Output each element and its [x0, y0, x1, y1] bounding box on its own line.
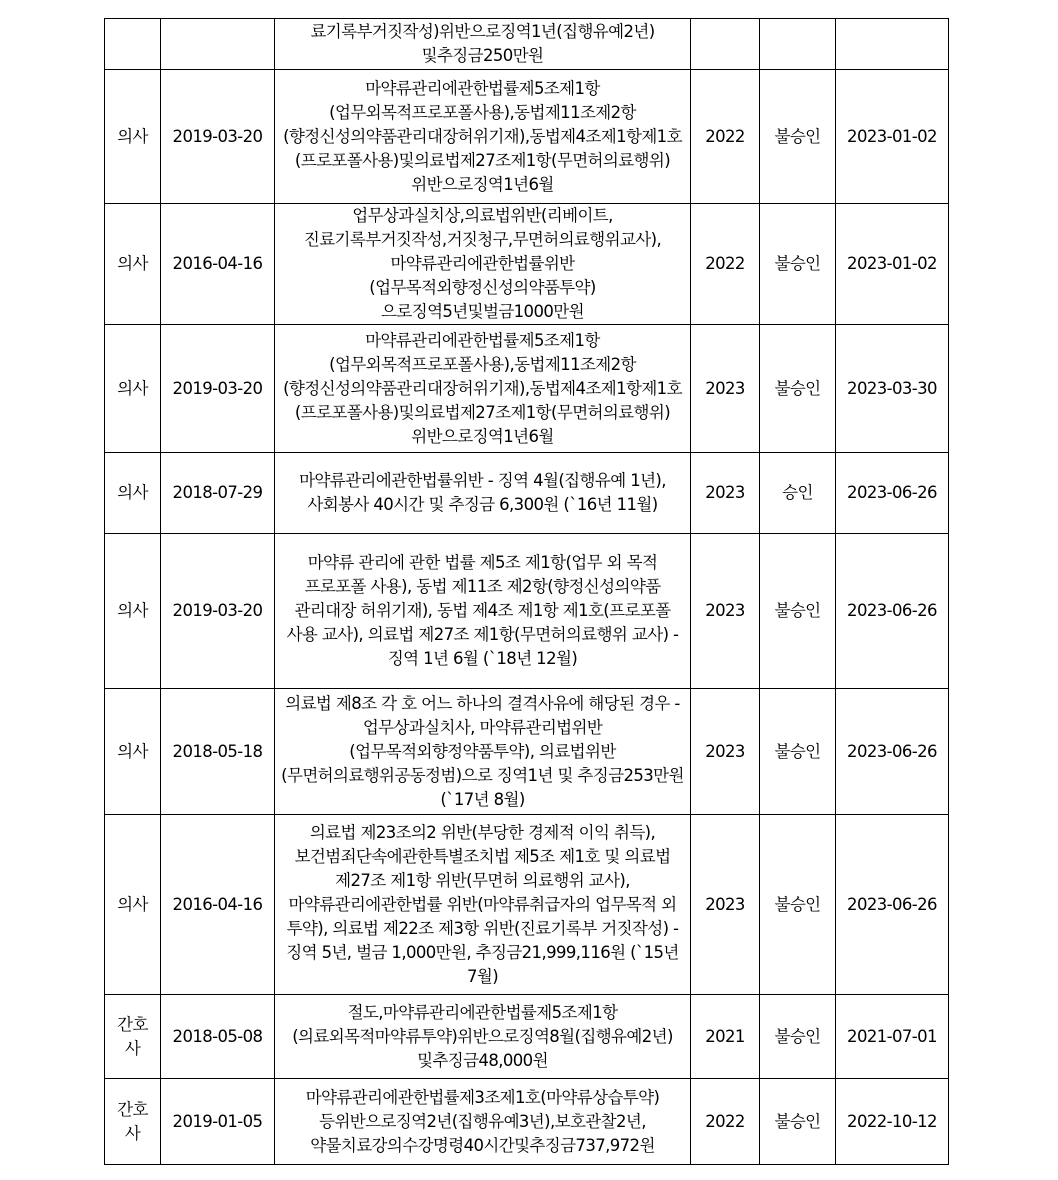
- occupation-cell: 의사: [105, 689, 161, 815]
- table-row: [105, 453, 949, 534]
- application-year-cell: 2021: [691, 995, 760, 1079]
- conviction-date-cell: 2018-05-18: [161, 689, 275, 815]
- decision-date-cell: 2023-06-26: [836, 689, 949, 815]
- decision-date-cell: 2023-06-26: [836, 815, 949, 995]
- decision-date-cell: 2023-06-26: [836, 453, 949, 534]
- decision-date-cell: 2022-10-12: [836, 1079, 949, 1165]
- conviction-date-cell: 2019-03-20: [161, 70, 275, 204]
- conviction-date-cell: 2016-04-16: [161, 204, 275, 325]
- occupation-cell: 의사: [105, 325, 161, 453]
- conviction-detail-cell: 절도,마약류관리에관한법률제5조제1항(의료외목적마약류투약)위반으로징역8월(집행유예2년)및추징금48,000원: [275, 995, 691, 1079]
- result-cell: [760, 19, 836, 70]
- table-row: [105, 995, 949, 1079]
- table-row: [105, 204, 949, 325]
- result-cell: 불승인: [760, 1079, 836, 1165]
- table-row: [105, 689, 949, 815]
- occupation-cell: 의사: [105, 204, 161, 325]
- decision-date-cell: 2023-01-02: [836, 70, 949, 204]
- application-year-cell: 2023: [691, 453, 760, 534]
- conviction-detail-cell: 마약류관리에관한법률제3조제1호(마약류상습투약)등위반으로징역2년(집행유예3년),보호관찰2년,약물치료강의수강명령40시간및추징금737,972원: [275, 1079, 691, 1165]
- table-row: [105, 19, 949, 70]
- conviction-detail-cell: 마약류관리에관한법률제5조제1항(업무외목적프로포폴사용),동법제11조제2항(향정신성의약품관리대장허위기재),동법제4조제1항제1호(프로포폴사용)및의료법제27조제1항(무면허의료행위)위반으로징역1년6월: [275, 70, 691, 204]
- decision-date-cell: 2023-01-02: [836, 204, 949, 325]
- result-cell: 불승인: [760, 995, 836, 1079]
- conviction-detail-cell: 마약류관리에관한법률제5조제1항(업무외목적프로포폴사용),동법제11조제2항(향정신성의약품관리대장허위기재),동법제4조제1항제1호(프로포폴사용)및의료법제27조제1항(무면허의료행위)위반으로징역1년6월: [275, 325, 691, 453]
- application-year-cell: 2022: [691, 204, 760, 325]
- application-year-cell: 2022: [691, 1079, 760, 1165]
- occupation-cell: 의사: [105, 815, 161, 995]
- application-year-cell: 2023: [691, 534, 760, 689]
- conviction-detail-cell: 료기록부거짓작성)위반으로징역1년(집행유예2년)및추징금250만원: [275, 19, 691, 70]
- table-row: [105, 70, 949, 204]
- conviction-detail-cell: 마약류관리에관한법률위반 - 징역 4월(집행유예 1년), 사회봉사 40시간 및 추징금 6,300원 (`16년 11월): [275, 453, 691, 534]
- result-cell: 승인: [760, 453, 836, 534]
- application-year-cell: 2023: [691, 815, 760, 995]
- occupation-cell: 의사: [105, 534, 161, 689]
- result-cell: 불승인: [760, 70, 836, 204]
- decision-date-cell: 2021-07-01: [836, 995, 949, 1079]
- decision-date-cell: [836, 19, 949, 70]
- conviction-date-cell: 2018-05-08: [161, 995, 275, 1079]
- conviction-detail-cell: 마약류 관리에 관한 법률 제5조 제1항(업무 외 목적 프로포폴 사용), 동법 제11조 제2항(향정신성의약품 관리대장 허위기재), 동법 제4조 제1항 제1호(프로포폴 사용 교사), 의료법 제27조 제1항(무면허의료행위 교사) - 징역 1년 6월 (`18년 12월): [275, 534, 691, 689]
- occupation-cell: [105, 19, 161, 70]
- occupation-cell: 간호사: [105, 995, 161, 1079]
- result-cell: 불승인: [760, 534, 836, 689]
- table-row: [105, 534, 949, 689]
- conviction-detail-cell: 의료법 제23조의2 위반(부당한 경제적 이익 취득), 보건범죄단속에관한특별조치법 제5조 제1호 및 의료법 제27조 제1항 위반(무면허 의료행위 교사), 마약류관리에관한법률 위반(마약류취급자의 업무목적 외 투약), 의료법 제22조 제3항 위반(진료기록부 거짓작성) - 징역 5년, 벌금 1,000만원, 추징금21,999,116원 (`15년 7월): [275, 815, 691, 995]
- conviction-date-cell: 2018-07-29: [161, 453, 275, 534]
- result-cell: 불승인: [760, 689, 836, 815]
- application-year-cell: 2023: [691, 325, 760, 453]
- result-cell: 불승인: [760, 204, 836, 325]
- application-year-cell: [691, 19, 760, 70]
- records-table: [104, 18, 949, 1165]
- conviction-date-cell: 2019-03-20: [161, 534, 275, 689]
- result-cell: 불승인: [760, 815, 836, 995]
- application-year-cell: 2022: [691, 70, 760, 204]
- decision-date-cell: 2023-03-30: [836, 325, 949, 453]
- occupation-cell: 의사: [105, 453, 161, 534]
- conviction-detail-cell: 의료법 제8조 각 호 어느 하나의 결격사유에 해당된 경우 - 업무상과실치사, 마약류관리법위반(업무목적외향정약품투약), 의료법위반(무면허의료행위공동정범)으로 징역1년 및 추징금253만원(`17년 8월): [275, 689, 691, 815]
- decision-date-cell: 2023-06-26: [836, 534, 949, 689]
- conviction-date-cell: 2019-03-20: [161, 325, 275, 453]
- conviction-date-cell: 2019-01-05: [161, 1079, 275, 1165]
- occupation-cell: 간호사: [105, 1079, 161, 1165]
- table-row: [105, 815, 949, 995]
- table-row: [105, 325, 949, 453]
- table-row: [105, 1079, 949, 1165]
- conviction-date-cell: 2016-04-16: [161, 815, 275, 995]
- application-year-cell: 2023: [691, 689, 760, 815]
- conviction-detail-cell: 업무상과실치상,의료법위반(리베이트,진료기록부거짓작성,거짓청구,무면허의료행위교사),마약류관리에관한법률위반(업무목적외향정신성의약품투약)으로징역5년및벌금1000만원: [275, 204, 691, 325]
- conviction-date-cell: [161, 19, 275, 70]
- result-cell: 불승인: [760, 325, 836, 453]
- occupation-cell: 의사: [105, 70, 161, 204]
